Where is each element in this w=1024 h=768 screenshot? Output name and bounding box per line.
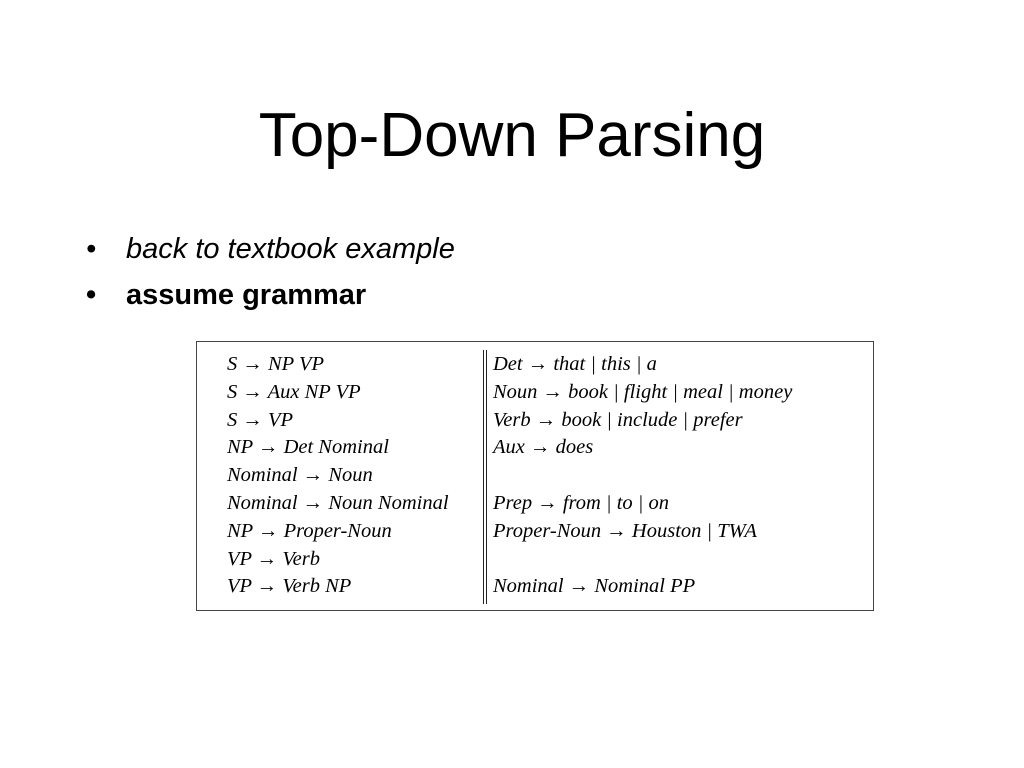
grammar-right-column	[493, 351, 792, 601]
bullet-item	[86, 226, 455, 272]
bullet-marker: •	[86, 233, 97, 265]
grammar-rule: Noun → book | flight | meal | money	[493, 380, 793, 403]
slide-title: Top-Down Parsing	[258, 101, 766, 170]
grammar-rule: Nominal → Noun	[227, 464, 373, 487]
grammar-rule: Proper-Noun → Houston | TWA	[493, 519, 757, 542]
grammar-rule: NP → Det Nominal	[227, 436, 389, 459]
grammar-rule: Aux → does	[493, 436, 594, 459]
grammar-rule: Det → that | this | a	[493, 353, 657, 375]
bullet-text: back to textbook example	[126, 233, 455, 265]
bullet-marker: •	[86, 279, 97, 311]
grammar-rule: S → VP	[227, 408, 294, 431]
grammar-rule: S → NP VP	[227, 353, 324, 375]
column-divider	[483, 350, 487, 604]
grammar-rule-blank	[493, 462, 792, 490]
grammar-rule: Nominal → Noun Nominal	[227, 491, 449, 514]
bullet-text: assume grammar	[126, 279, 367, 311]
grammar-rule: Verb → book | include | prefer	[493, 408, 743, 431]
bullet-item	[86, 272, 455, 318]
grammar-rule: Prep → from | to | on	[493, 491, 670, 514]
grammar-rule-blank	[493, 546, 792, 574]
grammar-rule: VP → Verb NP	[227, 575, 352, 598]
grammar-rule: VP → Verb	[227, 547, 321, 570]
bullet-list	[86, 226, 455, 318]
grammar-rule: NP → Proper-Noun	[227, 519, 392, 542]
grammar-table	[196, 341, 874, 611]
grammar-rule: Nominal → Nominal PP	[493, 575, 696, 598]
grammar-left-column	[227, 351, 449, 601]
grammar-rule: S → Aux NP VP	[227, 380, 361, 403]
